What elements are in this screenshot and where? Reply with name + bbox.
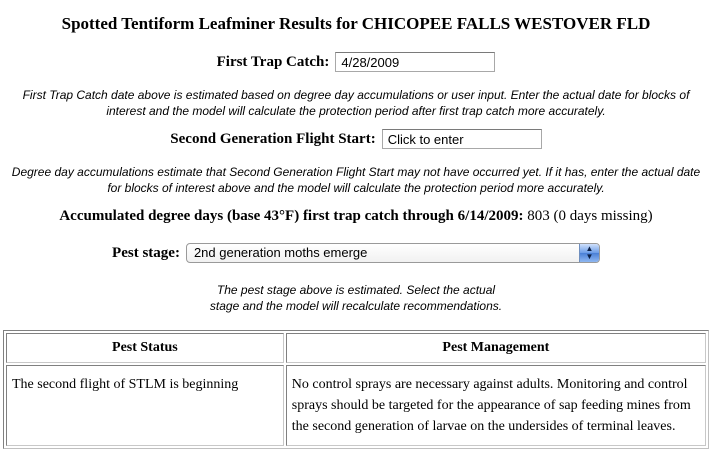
pest-status-cell: The second flight of STLM is beginning [6, 365, 284, 446]
second-gen-note-line1: Degree day accumulations estimate that Second Generation Flight Start may not have occurred yet. If it has, enter the actual date [11, 165, 701, 179]
page-title: Spotted Tentiform Leafminer Results for CHICOPEE FALLS WESTOVER FLD [61, 14, 651, 33]
second-gen-note-line2: for blocks of interest above and the model will calculate the protection period more accurately. [107, 181, 605, 195]
second-gen-row [0, 129, 712, 149]
pest-stage-selected-value: 2nd generation moths emerge [193, 245, 368, 260]
second-gen-note [0, 164, 712, 196]
first-trap-note-line2: interest and the model will calculate the protection period after first trap catch more accurately. [106, 104, 606, 118]
pest-management-header: Pest Management [286, 333, 706, 363]
pest-stage-row [0, 243, 712, 263]
second-gen-label: Second Generation Flight Start: [170, 130, 376, 147]
first-trap-note [0, 87, 712, 119]
second-gen-flight-input[interactable] [382, 129, 542, 149]
pest-management-cell: No control sprays are necessary against adults. Monitoring and control sprays should be targeted for the appearance of sap feeding mines from the second generation of larvae on the undersides of terminal leaves. [286, 365, 706, 446]
pest-stage-label: Pest stage: [112, 244, 180, 261]
pest-stage-note-line2: stage and the model will recalculate recommendations. [209, 299, 503, 313]
pest-stage-note-line1: The pest stage above is estimated. Select the actual [216, 283, 496, 297]
first-trap-row [0, 52, 712, 72]
degree-days-value: 803 (0 days missing) [527, 208, 653, 224]
select-updown-arrows-icon[interactable]: ▲ ▼ [579, 244, 599, 262]
pest-status-header: Pest Status [6, 333, 284, 363]
degree-days-label: Accumulated degree days (base 43°F) first trap catch through 6/14/2009: [59, 208, 524, 224]
first-trap-date-input[interactable] [335, 52, 495, 72]
table-header-row [6, 333, 706, 363]
pest-stage-select[interactable] [186, 243, 600, 263]
first-trap-label: First Trap Catch: [216, 53, 330, 70]
pest-results-table [3, 330, 709, 449]
first-trap-note-line1: First Trap Catch date above is estimated based on degree day accumulations or user input. Enter the actual date for blocks of [22, 88, 690, 102]
table-row [6, 365, 706, 446]
degree-days-row [0, 208, 712, 225]
pest-stage-note [0, 282, 712, 314]
